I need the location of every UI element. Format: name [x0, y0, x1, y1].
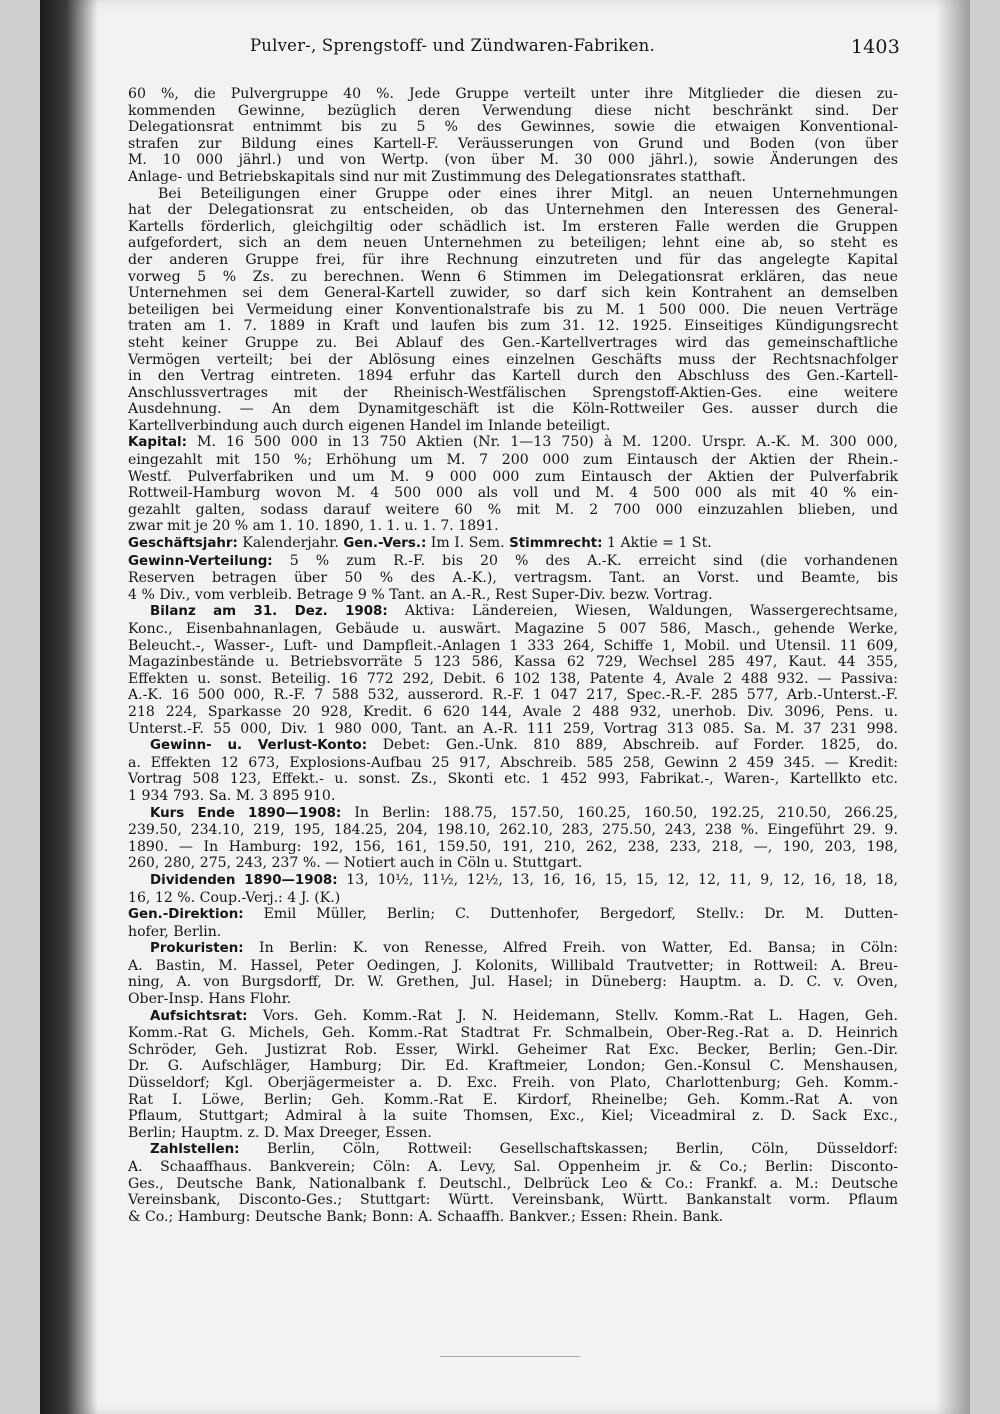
section-kurs	[128, 805, 898, 872]
text-line: aufgefordert, sich an dem neuen Unternehmen zu beteiligen; lehnt eine ab, so steht es	[128, 235, 898, 252]
section-gewinn-konto	[128, 737, 898, 804]
text-line: 260, 280, 275, 243, 237 %. — Notiert auch in Cöln u. Stuttgart.	[128, 855, 583, 872]
text-line: Delegationsrat entnimmt bis zu 5 % des Gewinnes, sowie die etwaigen Konventional-	[128, 119, 898, 136]
section-geschaeftsjahr	[128, 535, 898, 553]
text-line: A. Schaaffhaus. Bankverein; Cöln: A. Levy, Sal. Oppenheim jr. & Co.; Berlin: Disconto-	[128, 1159, 898, 1175]
text-line: der anderen Gruppe frei, für ihre Rechnung einzutreten und für das angelegte Kapital	[128, 251, 898, 268]
text-line: Kartellverbindung auch durch eigenen Handel im Inlande beteiligt.	[128, 417, 611, 434]
section-bilanz	[128, 603, 898, 737]
section-label: Kurs Ende 1890—1908:	[150, 805, 342, 821]
text-line: & Co.; Hamburg: Deutsche Bank; Bonn: A. Schaaffh. Bankver.; Essen: Rhein. Bank.	[128, 1208, 724, 1225]
text-line: Emil Müller, Berlin; C. Duttenhofer, Bergedorf, Stellv.: Dr. M. Dutten-	[243, 906, 898, 923]
text-line: Dr. G. Aufschläger, Hamburg; Dir. Ed. Kraftmeier, London; Gen.-Konsul C. Menshausen,	[128, 1058, 898, 1075]
text-line: M. 16 500 000 in 13 750 Aktien (Nr. 1—13 750) à M. 1200. Urspr. A.-K. M. 300 000,	[186, 434, 898, 451]
text-line: traten am 1. 7. 1889 in Kraft und laufen bis zum 31. 12. 1925. Einseitiges Kündigungsrecht	[128, 318, 898, 335]
text-line: 218 224, Sparkasse 20 928, Kredit. 6 620 144, Avale 2 488 932, unerhob. Div. 3096, Pens. u.	[128, 703, 898, 720]
section-label: Kapital:	[128, 435, 187, 451]
text-line: Anschlussvertrages mit der Rheinisch-Westfälischen Sprengstoff-Aktien-Ges. eine weitere	[128, 384, 898, 401]
text-line: gezahlt galten, sodass darauf weitere 60 % mit M. 2 700 000 einzuzahlen blieben, und	[128, 501, 898, 518]
text-line: Vors. Geh. Komm.-Rat J. N. Heidemann, Stellv. Komm.-Rat L. Hagen, Geh.	[247, 1007, 898, 1024]
section-label: Zahlstellen:	[150, 1142, 240, 1158]
text-line: 13, 10½, 11½, 12½, 13, 16, 16, 15, 15, 12, 12, 11, 9, 12, 16, 18, 18,	[337, 871, 898, 888]
text-line: A. Bastin, M. Hassel, Peter Oedingen, J. Kolonits, Willibald Trautvetter; in Rottweil: A. Breu-	[128, 957, 898, 974]
text-line: Komm.-Rat G. Michels, Geh. Komm.-Rat Stadtrat Fr. Schmalbein, Ober-Reg.-Rat a. D. Heinrich	[128, 1025, 898, 1042]
text-line: Bei Beteiligungen einer Gruppe oder eines ihrer Mitgl. an neuen Unternehmungen	[158, 185, 898, 202]
text-line: Pflaum, Stuttgart; Admiral à la suite Thomsen, Exc., Kiel; Viceadmiral z. D. Sack Exc.,	[128, 1108, 898, 1125]
text-line: Vereinsbank, Disconto-Ges.; Stuttgart: Württ. Vereinsbank, Württ. Bankanstalt vorm. Pflaum	[128, 1192, 898, 1209]
text-line: Ges., Deutsche Bank, Nationalbank f. Deutschl., Delbrück Leo & Co.: Frankf. a. M.: Deutsche	[128, 1175, 898, 1192]
text-line: Vermögen verteilt; bei der Ablösung eines einzelnen Geschäfts muss der Rechtsnachfolger	[128, 351, 898, 368]
text-line: 4 % Div., vom verbleib. Betrage 9 % Tant. an A.-R., Rest Super-Div. bezw. Vortrag.	[128, 586, 713, 603]
text-run: Kalenderjahr.	[237, 535, 344, 552]
section-dividenden	[128, 872, 898, 906]
text-line: eingezahlt mit 150 %; Erhöhung um M. 7 200 000 zum Eintausch der Aktien der Rhein.-	[128, 452, 898, 469]
page-title: Pulver-, Sprengstoff- und Zündwaren-Fabriken.	[250, 36, 655, 55]
body-text	[128, 86, 898, 1225]
text-line: vorweg 5 % Zs. zu berechnen. Wenn 6 Stimmen im Delegationsrat erklären, das neue	[128, 268, 898, 285]
paragraph-participations	[128, 186, 898, 435]
text-line: Magazinbestände u. Betriebsvorräte 5 123 586, Kassa 62 729, Wechsel 285 497, Kaut. 44 355,	[128, 654, 898, 671]
text-line: In Berlin: 188.75, 157.50, 160.25, 160.50, 192.25, 210.50, 266.25,	[341, 804, 898, 821]
text-line: Berlin, Cöln, Rottweil: Gesellschaftskassen; Berlin, Cöln, Düsseldorf:	[239, 1141, 898, 1158]
section-label: Gen.-Vers.:	[343, 536, 427, 552]
text-line: A.-K. 16 500 000, R.-F. 7 588 532, ausserord. R.-F. 1 047 217, Spec.-R.-F. 285 577, Arb.-Unterst.-F.	[128, 687, 898, 704]
section-prokuristen	[128, 940, 898, 1007]
text-line: steht keiner Gruppe zu. Bei Ablauf des Gen.-Kartellvertrages wird das gemeinschaftliche	[128, 334, 898, 351]
section-label: Bilanz am 31. Dez. 1908:	[150, 604, 388, 620]
text-line: Konc., Eisenbahnanlagen, Gebäude u. auswärt. Magazine 5 007 586, Masch., gehende Werke,	[128, 621, 898, 637]
text-line: M. 10 000 jährl.) und von Wertp. (von über M. 30 000 jährl.), sowie Änderungen des	[128, 152, 898, 169]
text-line: Kartells förderlich, gleichgiltig oder schädlich ist. Im ersteren Falle werden die Gruppen	[128, 218, 898, 235]
text-line: Aktiva: Ländereien, Wiesen, Waldungen, Wassergerechtsame,	[387, 603, 899, 620]
text-line: Rottweil-Hamburg wovon M. 4 500 000 als voll und M. 4 500 000 als mit 40 % ein-	[128, 485, 898, 502]
section-label: Gewinn- u. Verlust-Konto:	[150, 738, 368, 754]
text-line: Debet: Gen.-Unk. 810 889, Abschreib. auf Forder. 1825, do.	[367, 737, 898, 754]
section-kapital	[128, 434, 898, 535]
section-aufsichtsrat	[128, 1008, 898, 1142]
text-line: Schröder, Geh. Justizrat Rob. Esser, Wirkl. Geheimer Rat Exc. Becker, Berlin; Gen.-Dir.	[128, 1041, 898, 1058]
section-label: Gewinn-Verteilung:	[128, 553, 273, 569]
text-line: Beleucht.-, Wasser-, Luft- und Dampfleit.-Anlagen 1 333 264, Schiffe 1, Mobil. und Utensil. 11 609,	[128, 637, 898, 654]
section-label: Dividenden 1890—1908:	[150, 872, 338, 888]
footer-divider	[440, 1356, 580, 1357]
text-run: 1 Aktie = 1 St.	[602, 535, 712, 552]
text-line: strafen zur Bildung eines Kartell-F. Veräusserungen von Grund und Boden (von über	[128, 135, 898, 152]
text-line: Düsseldorf; Kgl. Oberjägermeister a. D. Exc. Freih. von Plato, Charlottenburg; Geh. Komm.-	[128, 1075, 898, 1092]
text-line: hofer, Berlin.	[128, 923, 222, 940]
text-line: Reserven betragen über 50 % des A.-K.), vertragsm. Tant. an Vorst. und Beamte, bis	[128, 570, 898, 587]
text-line: Westf. Pulverfabriken und um M. 9 000 000 zum Eintausch der Aktien der Pulverfabrik	[128, 468, 898, 485]
text-line: 5 % zum R.-F. bis 20 % des A.-K. erreicht sind (die vorhandenen	[272, 552, 898, 569]
text-line: Ober-Insp. Hans Flohr.	[128, 991, 292, 1008]
section-label: Geschäftsjahr:	[128, 536, 238, 552]
section-direktion	[128, 906, 898, 940]
section-gewinn-verteilung	[128, 553, 898, 604]
section-label: Gen.-Direktion:	[128, 907, 244, 923]
text-line: 1 934 793. Sa. M. 3 895 910.	[128, 787, 336, 804]
text-line: Vortrag 508 123, Effekt.- u. sonst. Zs., Skonti etc. 1 452 993, Fabrikat.-, Waren-, Kartellkto etc.	[128, 771, 898, 788]
text-line: a. Effekten 12 673, Explosions-Aufbau 25 917, Abschreib. 585 258, Gewinn 2 459 345. — Kredit:	[128, 754, 898, 771]
section-label: Aufsichtsrat:	[150, 1008, 248, 1024]
text-line: Effekten u. sonst. Beteilig. 16 772 292, Debit. 6 102 138, Patente 4, Avale 2 488 932. — Passiva:	[128, 670, 898, 687]
text-line: beteiligen bei Vermeidung einer Konventionalstrafe bis zu M. 1 500 000. Die neuen Verträge	[128, 301, 898, 318]
text-line: Unternehmen sei dem General-Kartell zuwider, so darf sich kein Kontrahent an demselben	[128, 285, 898, 302]
text-line: 16, 12 %. Coup.-Verj.: 4 J. (K.)	[128, 889, 341, 906]
section-label: Prokuristen:	[150, 941, 244, 957]
section-label: Stimmrecht:	[509, 536, 603, 552]
document-page	[40, 0, 970, 1414]
text-line: 1890. — In Hamburg: 192, 156, 161, 159.50, 191, 210, 262, 238, 233, 218, —, 190, 203, 198,	[128, 838, 898, 855]
text-line: 60 %, die Pulvergruppe 40 %. Jede Gruppe verteilt unter ihre Mitglieder die diesen zu-	[128, 86, 898, 102]
edge-shadow	[936, 0, 970, 1414]
text-line: Unterst.-F. 55 000, Div. 1 980 000, Tant. an A.-R. 111 259, Vortrag 313 085. Sa. M. 37 231 998.	[128, 720, 898, 737]
text-line: 239.50, 234.10, 219, 195, 184.25, 204, 198.10, 262.10, 283, 275.50, 243, 238 %. Eingeführt 29. 9.	[128, 822, 898, 839]
text-line: kommenden Gewinne, bezüglich deren Verwendung diese nicht beschränkt sind. Der	[128, 102, 898, 119]
text-line: Berlin; Hauptm. z. D. Max Dreeger, Essen.	[128, 1124, 432, 1141]
text-line: In Berlin: K. von Renesse, Alfred Freih. von Watter, Ed. Bansa; in Cöln:	[243, 940, 898, 957]
text-line: hat der Delegationsrat zu entscheiden, ob das Unternehmen den Interessen des General-	[128, 202, 898, 219]
text-line: Rat I. Löwe, Berlin; Geh. Komm.-Rat E. Kirdorf, Rheinelbe; Geh. Komm.-Rat A. von	[128, 1091, 898, 1108]
text-line: ning, A. von Burgsdorff, Dr. W. Grethen, Jul. Hasel; in Düneberg: Hauptm. a. D. C. v. Oven,	[128, 974, 898, 991]
section-zahlstellen	[128, 1141, 898, 1225]
binding-shadow	[40, 0, 98, 1414]
text-line: zwar mit je 20 % am 1. 10. 1890, 1. 1. u. 1. 7. 1891.	[128, 518, 499, 535]
text-line: in den Vertrag eintreten. 1894 erfuhr das Kartell durch den Abschluss des Gen.-Kartell-	[128, 368, 898, 385]
page-number: 1403	[850, 36, 900, 58]
text-run: Im I. Sem.	[426, 535, 510, 552]
text-line: Anlage- und Betriebskapitals sind nur mit Zustimmung des Delegationsrates statthaft.	[128, 168, 747, 185]
text-line: Ausdehnung. — An dem Dynamitgeschäft ist die Köln-Rottweiler Ges. ausser durch die	[128, 401, 898, 418]
paragraph-cartel-groups	[128, 86, 898, 186]
